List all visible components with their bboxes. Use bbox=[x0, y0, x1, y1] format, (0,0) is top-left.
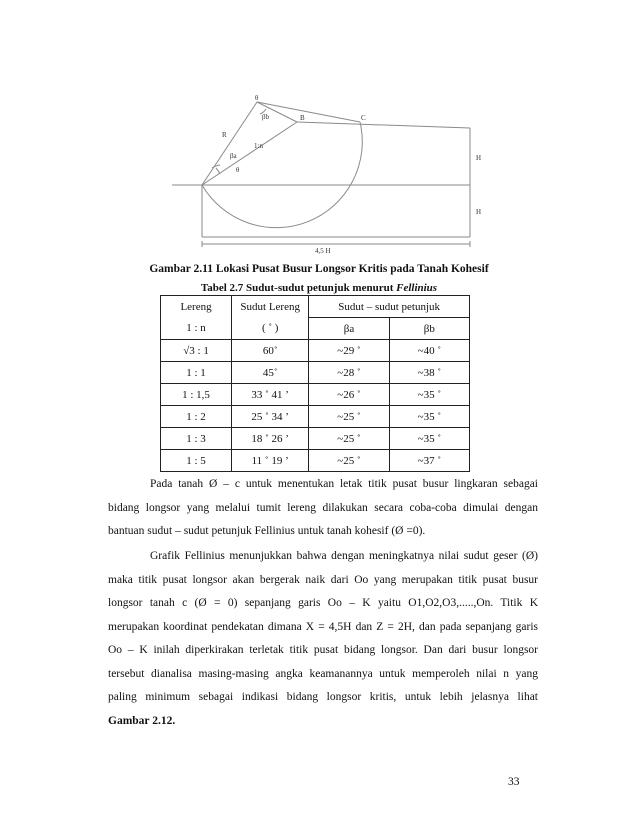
label-h-top: H bbox=[476, 154, 482, 162]
paragraph-1-line: bidang longsor yang melalui tumit lereng dilakukan secara coba-coba dimulai dengan bbox=[108, 501, 538, 514]
label-beta-b: βb bbox=[262, 113, 270, 121]
label-slope-ratio: 1:n bbox=[254, 142, 263, 150]
cell-lereng: 1 : 2 bbox=[161, 406, 232, 428]
table-header-row-2 bbox=[161, 318, 470, 340]
paragraph-1-line: bantuan sudut – sudut petunjuk Fellinius untuk tanah kohesif (Ø =0). bbox=[108, 525, 426, 537]
cell-beta-a: ~25 ˚ bbox=[309, 428, 389, 450]
slope-line bbox=[202, 122, 297, 185]
paragraph-2-line: merupakan koordinat pendekatan dimana X = 4,5H dan Z = 2H, dan pada sepanjang garis bbox=[108, 620, 538, 633]
slope-diagram bbox=[150, 92, 510, 260]
label-radius: R bbox=[222, 131, 227, 139]
paragraph-2-line: Grafik Fellinius menunjukkan bahwa dengan meningkatnya nilai sudut geser (Ø) bbox=[150, 550, 538, 562]
cell-lereng: 1 : 1 bbox=[161, 362, 232, 384]
table-row bbox=[161, 428, 470, 450]
header-beta-b: βb bbox=[389, 318, 469, 340]
cell-beta-b: ~35 ˚ bbox=[389, 384, 469, 406]
label-point-c: C bbox=[361, 114, 366, 122]
paragraph-2-line: Oo – K inilah diperkirakan terletak titik pusat bidang longsor. Dan dari busur longsor bbox=[108, 644, 538, 656]
crest-line bbox=[297, 122, 470, 128]
theta-arc bbox=[216, 168, 220, 174]
cell-lereng: √3 : 1 bbox=[161, 340, 232, 362]
cell-beta-b: ~38 ˚ bbox=[389, 362, 469, 384]
page-number: 33 bbox=[508, 776, 520, 788]
table-caption bbox=[0, 282, 638, 294]
cell-sudut: 60˚ bbox=[232, 340, 309, 362]
chord-oc-line bbox=[257, 102, 360, 122]
table-row bbox=[161, 384, 470, 406]
cell-sudut: 18 ˚ 26 ’ bbox=[232, 428, 309, 450]
label-theta-top: θ bbox=[255, 94, 259, 102]
table-row bbox=[161, 450, 470, 472]
table-header-row-1 bbox=[161, 296, 470, 318]
header-sudut-unit: ( ˚ ) bbox=[232, 318, 309, 340]
label-theta-bottom: θ bbox=[236, 166, 240, 174]
paragraph-2 bbox=[108, 545, 538, 733]
cell-beta-a: ~25 ˚ bbox=[309, 406, 389, 428]
cell-sudut: 45˚ bbox=[232, 362, 309, 384]
sudut-table bbox=[160, 295, 470, 472]
paragraph-1-line: Pada tanah Ø – c untuk menentukan letak titik pusat busur lingkaran sebagai bbox=[150, 478, 538, 490]
cell-lereng: 1 : 3 bbox=[161, 428, 232, 450]
cell-beta-b: ~35 ˚ bbox=[389, 406, 469, 428]
paragraph-2-line: tersebut dianalisa masing-masing angka keamanannya untuk memperoleh nilai n yang bbox=[108, 667, 538, 680]
paragraph-2-line: longsor tanah c (Ø = 0) sepanjang garis Oo – K yaitu O1,O2,O3,.....,On. Titik K bbox=[108, 597, 538, 609]
header-sudut-petunjuk: Sudut – sudut petunjuk bbox=[309, 296, 470, 318]
header-sudut-lereng: Sudut Lereng bbox=[232, 296, 309, 318]
label-point-b: B bbox=[300, 114, 305, 122]
radius-line bbox=[202, 102, 257, 185]
cell-beta-a: ~29 ˚ bbox=[309, 340, 389, 362]
header-lereng: Lereng bbox=[161, 296, 232, 318]
cell-lereng: 1 : 1,5 bbox=[161, 384, 232, 406]
paragraph-2-line: maka titik pusat longsor akan bergerak naik dari Oo yang merupakan titik pusat busur bbox=[108, 573, 538, 586]
cell-sudut: 25 ˚ 34 ’ bbox=[232, 406, 309, 428]
cell-sudut: 11 ˚ 19 ’ bbox=[232, 450, 309, 472]
label-beta-a: βa bbox=[230, 152, 237, 160]
cell-beta-a: ~28 ˚ bbox=[309, 362, 389, 384]
paragraph-1 bbox=[108, 473, 538, 544]
table-caption-italic: Fellinius bbox=[396, 282, 438, 294]
label-h-bottom: H bbox=[476, 208, 482, 216]
table-row bbox=[161, 340, 470, 362]
slope-diagram-svg bbox=[150, 92, 510, 260]
cell-sudut: 33 ˚ 41 ’ bbox=[232, 384, 309, 406]
cell-beta-b: ~37 ˚ bbox=[389, 450, 469, 472]
paragraph-2-line: paling minimum sebagai indikasi bidang longsor kritis, untuk lebih jelasnya lihat bbox=[108, 691, 538, 703]
cell-beta-b: ~35 ˚ bbox=[389, 428, 469, 450]
figure-reference: Gambar 2.12. bbox=[108, 714, 176, 727]
beta-a-arc bbox=[212, 165, 220, 168]
header-beta-a: βa bbox=[309, 318, 389, 340]
label-width: 4,5 H bbox=[315, 247, 331, 255]
table-row bbox=[161, 362, 470, 384]
figure-caption: Gambar 2.11 Lokasi Pusat Busur Longsor Kritis pada Tanah Kohesif bbox=[149, 263, 489, 275]
cell-beta-a: ~26 ˚ bbox=[309, 384, 389, 406]
cell-beta-b: ~40 ˚ bbox=[389, 340, 469, 362]
table-caption-text: Tabel 2.7 Sudut-sudut petunjuk menurut bbox=[200, 282, 397, 294]
table-row bbox=[161, 406, 470, 428]
header-lereng-unit: 1 : n bbox=[161, 318, 232, 340]
cell-lereng: 1 : 5 bbox=[161, 450, 232, 472]
cell-beta-a: ~25 ˚ bbox=[309, 450, 389, 472]
